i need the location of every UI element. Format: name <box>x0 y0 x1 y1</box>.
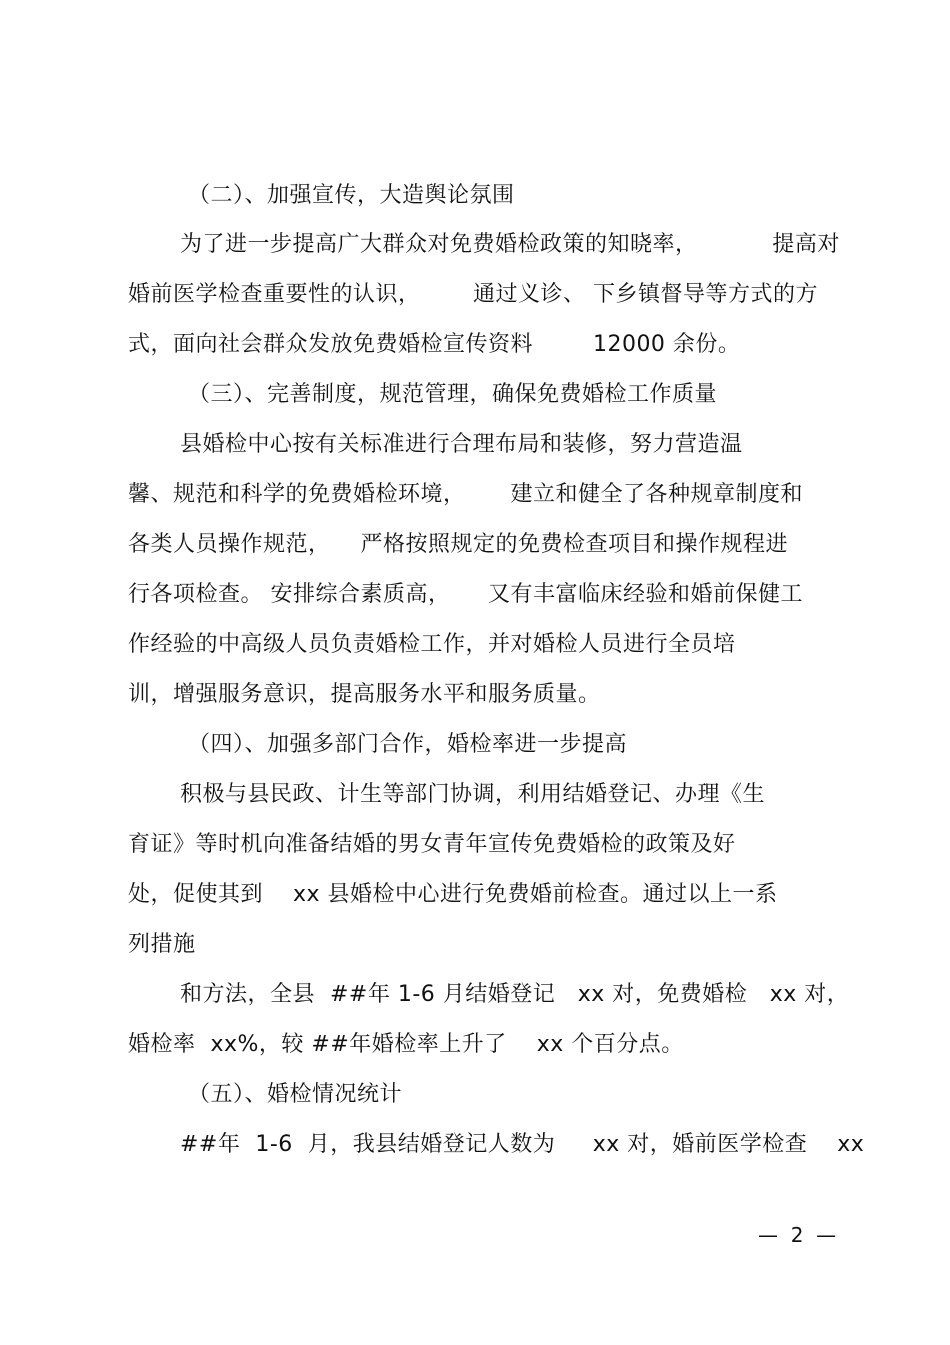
paragraph-line: 馨、规范和科学的免费婚检环境， 建立和健全了各种规章制度和 <box>128 482 803 507</box>
page-number: — 2 — <box>758 1223 837 1247</box>
paragraph-line: 式，面向社会群众发放免费婚检宣传资料 12000 余份。 <box>128 332 741 357</box>
section-heading-2: （二）、加强宣传，大造舆论氛围 <box>188 183 515 208</box>
paragraph-line: 列措施 <box>128 932 196 957</box>
paragraph-line: 作经验的中高级人员负责婚检工作，并对婚检人员进行全员培 <box>128 632 736 657</box>
paragraph-line: 婚检率 xx%，较 ##年婚检率上升了 xx 个百分点。 <box>128 1032 684 1057</box>
section-heading-5: （五）、婚检情况统计 <box>188 1082 403 1107</box>
paragraph-line: 育证》等时机向准备结婚的男女青年宣传免费婚检的政策及好 <box>128 832 736 857</box>
paragraph-line: 积极与县民政、计生等部门协调，利用结婚登记、办理《生 <box>180 782 766 807</box>
paragraph-line: 处，促使其到 xx 县婚检中心进行免费婚前检查。通过以上一系 <box>128 882 778 907</box>
section-heading-3: （三）、完善制度，规范管理，确保免费婚检工作质量 <box>188 382 718 407</box>
paragraph-line: 婚前医学检查重要性的认识， 通过义诊、 下乡镇督导等方式的方 <box>128 282 818 307</box>
paragraph-line: 训，增强服务意识，提高服务水平和服务质量。 <box>128 682 601 707</box>
paragraph-line: 为了进一步提高广大群众对免费婚检政策的知晓率， 提高对 <box>180 232 840 257</box>
paragraph-line: 县婚检中心按有关标准进行合理布局和装修，努力营造温 <box>180 432 743 457</box>
paragraph-line: 行各项检查。 安排综合素质高， 又有丰富临床经验和婚前保健工 <box>128 582 803 607</box>
paragraph-line: ##年 1-6 月，我县结婚登记人数为 xx 对，婚前医学检查 xx <box>180 1132 865 1157</box>
paragraph-line: 各类人员操作规范， 严格按照规定的免费检查项目和操作规程进 <box>128 532 788 557</box>
section-heading-4: （四）、加强多部门合作，婚检率进一步提高 <box>188 732 628 757</box>
paragraph-line: 和方法，全县 ##年 1-6 月结婚登记 xx 对，免费婚检 xx 对， <box>180 982 850 1007</box>
